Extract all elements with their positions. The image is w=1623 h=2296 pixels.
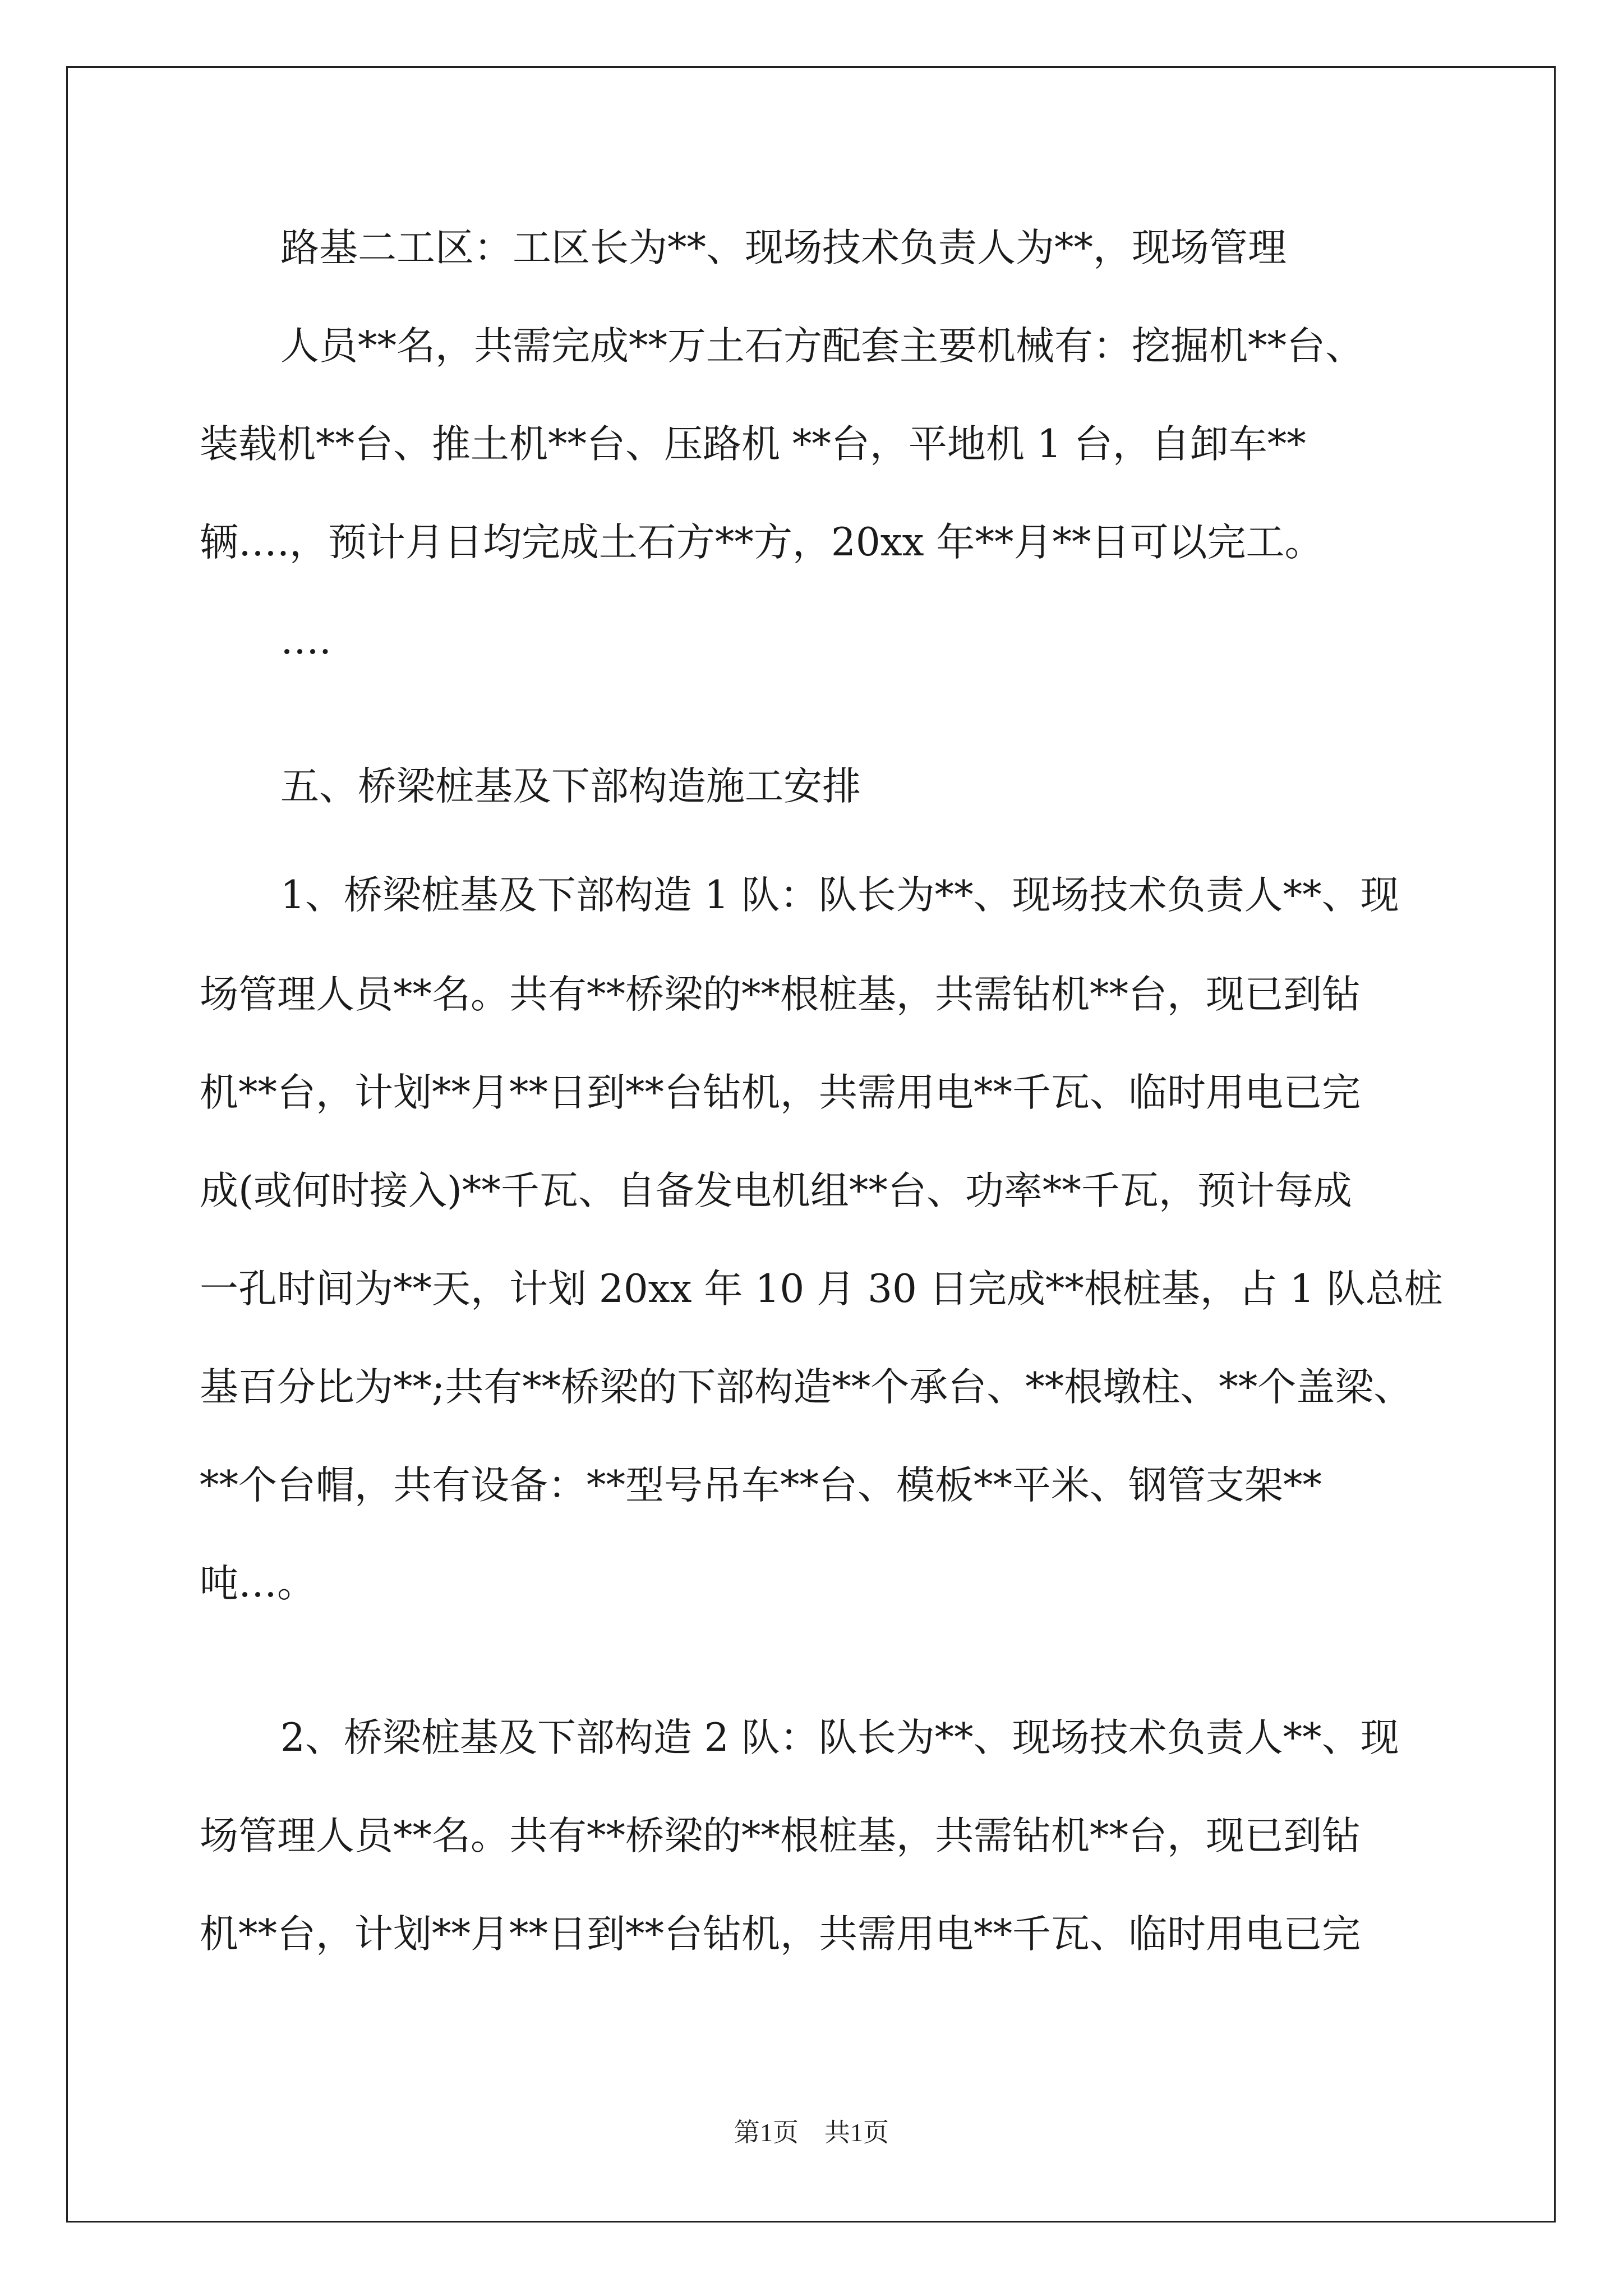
paragraph-line: 场管理人员**名。共有**桥梁的**根桩基，共需钻机**台，现已到钻 [200, 972, 1361, 1017]
paragraph-line: 2、桥梁桩基及下部构造 2 队：队长为**、现场技术负责人**、现 [280, 1715, 1399, 1760]
paragraph-line: …. [280, 618, 331, 663]
section-heading: 五、桥梁桩基及下部构造施工安排 [280, 764, 861, 809]
paragraph-line: 吨…。 [200, 1561, 316, 1606]
paragraph-line: 1、桥梁桩基及下部构造 1 队：队长为**、现场技术负责人**、现 [280, 873, 1399, 918]
paragraph-line: 成(或何时接入)**千瓦、自备发电机组**台、功率**千瓦，预计每成 [200, 1168, 1352, 1213]
paragraph-line: 辆….，预计月日均完成土石方**方，20xx 年**月**日可以完工。 [200, 520, 1324, 565]
page-number-footer: 第1页 共1页 [734, 2118, 889, 2147]
paragraph-line: 人员**名，共需完成**万土石方配套主要机械有：挖掘机**台、 [280, 324, 1364, 369]
paragraph-line: **个台帽，共有设备：**型号吊车**台、模板**平米、钢管支架** [200, 1463, 1322, 1508]
paragraph-line: 场管理人员**名。共有**桥梁的**根桩基，共需钻机**台，现已到钻 [200, 1814, 1361, 1858]
paragraph-line: 机**台，计划**月**日到**台钻机，共需用电**千瓦、临时用电已完 [200, 1070, 1361, 1115]
page-border [66, 66, 1556, 2223]
paragraph-line: 基百分比为**;共有**桥梁的下部构造**个承台、**根墩柱、**个盖梁、 [200, 1365, 1413, 1410]
paragraph-line: 一孔时间为**天，计划 20xx 年 10 月 30 日完成**根桩基，占 1 队总桩 [200, 1267, 1443, 1312]
paragraph-line: 路基二工区：工区长为**、现场技术负责人为**，现场管理 [280, 226, 1287, 270]
paragraph-line: 机**台，计划**月**日到**台钻机，共需用电**千瓦、临时用电已完 [200, 1912, 1361, 1957]
paragraph-line: 装载机**台、推土机**台、压路机 **台，平地机 1 台，自卸车** [200, 422, 1306, 467]
